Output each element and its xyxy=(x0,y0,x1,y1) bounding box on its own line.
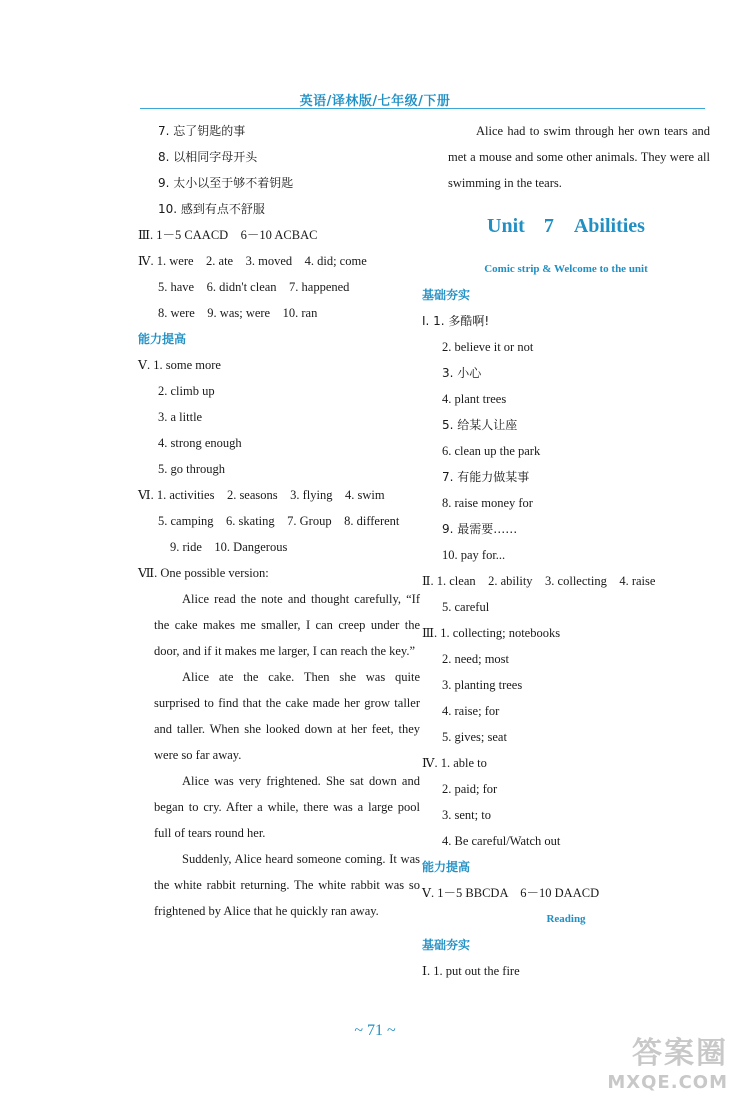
answer-line: 5. careful xyxy=(442,600,490,614)
sub-heading: Comic strip & Welcome to the unit xyxy=(484,263,648,275)
sub-heading: Reading xyxy=(546,913,586,925)
answer-line: 6. clean up the park xyxy=(442,444,541,458)
watermark xyxy=(607,1028,728,1093)
answer-line: 8. raise money for xyxy=(442,496,533,510)
answer-line: 7. 有能力做某事 xyxy=(442,470,530,484)
answer-line: Ⅱ. 1. clean 2. ability 3. collecting 4. raise xyxy=(422,574,656,588)
answer-line: 10. 感到有点不舒服 xyxy=(158,202,265,216)
watermark-url: MXQE.COM xyxy=(607,1072,728,1093)
essay-paragraph: Suddenly, Alice heard someone coming. It was the white rabbit returning. The white rabbit was so frightened by Alice that he quickly ran away. xyxy=(154,852,420,918)
answer-line: Ⅴ. 1. some more xyxy=(138,358,221,372)
answer-line: 4. plant trees xyxy=(442,392,507,406)
answer-line: 8. 以相同字母开头 xyxy=(158,150,258,164)
answer-line: 10. pay for... xyxy=(442,548,506,562)
answer-line: 9. 最需要…… xyxy=(442,522,518,536)
answer-line: 2. believe it or not xyxy=(442,340,534,354)
watermark-logo: 答案圈 xyxy=(632,1036,728,1071)
right-column xyxy=(422,118,710,984)
answer-line: 2. climb up xyxy=(158,384,215,398)
section-heading: 基础夯实 xyxy=(422,938,471,952)
answer-line: Ⅳ. 1. were 2. ate 3. moved 4. did; come xyxy=(138,254,367,268)
answer-line: 5. gives; seat xyxy=(442,730,507,744)
answer-line: 3. planting trees xyxy=(442,678,523,692)
answer-line: Ⅵ. 1. activities 2. seasons 3. flying 4. swim xyxy=(138,488,385,502)
answer-line: 5. have 6. didn't clean 7. happened xyxy=(158,280,350,294)
answer-line: Ⅳ. 1. able to xyxy=(422,756,487,770)
answer-line: Ⅲ. 1－5 CAACD 6－10 ACBAC xyxy=(138,228,318,242)
answer-line: 4. strong enough xyxy=(158,436,242,450)
answer-line: Ⅰ. 1. 多酷啊! xyxy=(422,314,490,328)
answer-line: 2. need; most xyxy=(442,652,510,666)
answer-line: Ⅲ. 1. collecting; notebooks xyxy=(422,626,561,640)
section-heading: 能力提高 xyxy=(422,860,471,874)
answer-line: 7. 忘了钥匙的事 xyxy=(158,124,246,138)
left-column xyxy=(138,118,420,924)
section-heading: 能力提高 xyxy=(138,332,187,346)
answer-line: 4. raise; for xyxy=(442,704,500,718)
essay-paragraph: Alice ate the cake. Then she was quite surprised to find that the cake made her grow taller and taller. When she looked down at her feet, they were so far away. xyxy=(154,670,420,762)
running-header: 英语/译林版/七年级/下册 xyxy=(299,94,451,109)
answer-line: 9. ride 10. Dangerous xyxy=(170,540,288,554)
unit-title: Unit 7 Abilities xyxy=(487,215,645,237)
answer-line: 2. paid; for xyxy=(442,782,498,796)
answer-line: 3. 小心 xyxy=(442,366,482,380)
answer-line: 4. Be careful/Watch out xyxy=(442,834,561,848)
answer-line: 5. go through xyxy=(158,462,226,476)
essay-paragraph: Alice had to swim through her own tears and met a mouse and some other animals. They were all swimming in the tears. xyxy=(448,124,710,190)
answer-line: 5. 给某人让座 xyxy=(442,418,518,432)
answer-line: Ⅰ. 1. put out the fire xyxy=(422,964,520,978)
answer-line: Ⅴ. 1－5 BBCDA 6－10 DAACD xyxy=(422,886,600,900)
answer-line: 9. 太小以至于够不着钥匙 xyxy=(158,176,294,190)
answer-line: 3. a little xyxy=(158,410,203,424)
essay-paragraph: Alice read the note and thought carefully, “If the cake makes me smaller, I can creep under the door, and if it makes me larger, I can reach the key.” xyxy=(154,592,420,658)
answer-line: Ⅶ. One possible version: xyxy=(138,566,269,580)
essay-paragraph: Alice was very frightened. She sat down and began to cry. After a while, there was a large pool full of tears round her. xyxy=(154,774,420,840)
answer-line: 3. sent; to xyxy=(442,808,491,822)
section-heading: 基础夯实 xyxy=(422,288,471,302)
page-number: ~ 71 ~ xyxy=(354,1022,396,1039)
answer-line: 8. were 9. was; were 10. ran xyxy=(158,306,318,320)
header-rule xyxy=(140,108,705,109)
answer-line: 5. camping 6. skating 7. Group 8. different xyxy=(158,514,400,528)
